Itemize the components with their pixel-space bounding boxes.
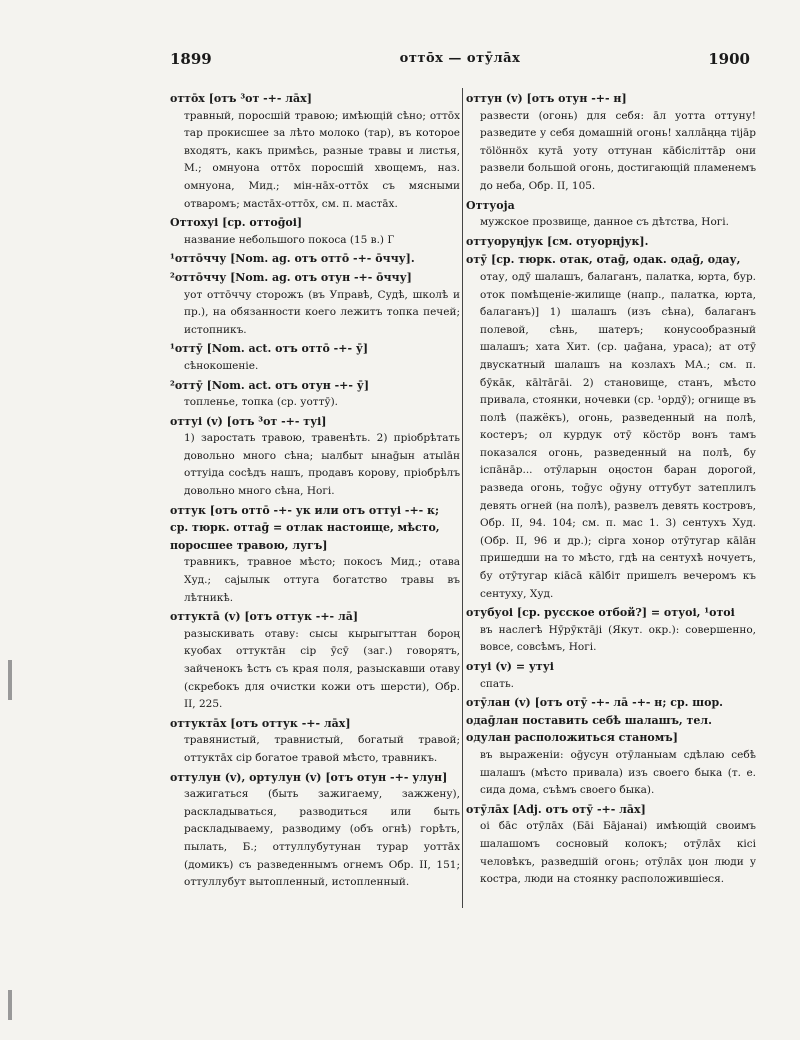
definition: оі бāс отӯлāх (Бāі Бājанаі) имѣющій своимъ шалашомъ сосновый колокъ; отӯлāх кісі человѣкъ, разведшій огонь; отӯлāх џон люди у костра, люди на стоянку расположившіеся. <box>480 820 756 886</box>
definition: топленье, топка (ср. уоттӯ). <box>184 396 339 409</box>
dictionary-entry <box>170 250 460 268</box>
headword: ¹оттӯ [Nom. act. отъ оттō -+- ӯ] <box>170 342 369 356</box>
dictionary-entry <box>466 90 756 196</box>
dictionary-entry <box>466 251 756 603</box>
headword: оттуі (v) [отъ ³от -+- туі] <box>170 414 327 428</box>
definition: мужское прозвище, данное съ дѣтства, Ногі. <box>480 216 729 229</box>
definition: сѣнокошеніе. <box>184 359 259 372</box>
headword: оттуктāх [отъ оттук -+- лāх] <box>170 716 351 730</box>
definition: въ выраженіи: оḡусун отӯланыам сдѣлаю себѣ шалашъ (мѣсто привала) изъ своего быка (т. е. сида дома, съѣмъ своего быка). <box>480 748 756 797</box>
definition: отау, одӯ шалашъ, балаганъ, палатка, юрта, бур. оток помѣщеніе-жилище (напр., палатка, юрта, балаганъ)] 1) шалашъ (изъ сѣна), балаганъ полевой, сѣнь, шатеръ; конусообразный шалашъ; хата Хит. (ср. џаḡана, ураса); ат отӯ двускатный шалашъ на козлахъ МА.; см. п. бӯкāк, кālтāгāі. 2) становище, станъ, мѣсто привала, стоянки, ночевки (ср. ¹ордӯ); огнище въ полѣ (пажёкъ), огонь, разведенный на полѣ, костеръ; ол курдук отӯ кöстöр вонъ тамъ показался огонь, разведенный на полѣ, бу іспāнāр... отӯларын оңостон баран дорогой, разведа огонь, тоḡус оḡуну оттубут затеплилъ девять огней (на полѣ), развелъ девять костровъ, Обр. II, 94. 104; см. п. мас 1. 3) сентухъ Худ. (Обр. II, 96 и др.); сірга хонор отӯтугар кālāн пришедши на то мѣсто, гдѣ на сентухѣ ночуетъ, бу отӯтугар кіāсā кālбіт пришелъ вечеромъ къ сентуху, Худ. <box>480 270 756 600</box>
dictionary-entry <box>466 694 756 800</box>
headword: Оттуоjа <box>466 198 515 212</box>
headword: отубуоі [ср. русское отбой?] = отуоі, ¹отоі <box>466 606 735 620</box>
headword: отӯлан (v) [отъ отӯ -+- лā -+- н; ср. шор. одаḡлан поставить себѣ шалашъ, тел. одулан расположиться станомъ] <box>466 696 723 745</box>
dictionary-entry <box>170 413 460 501</box>
definition: развести (огонь) для себя: āл уотта оттуну! разведите у себя домашній огонь! халлāңңа тіjāр тölöннöх кутā уоту оттунан кāбісліттāр они развели большой огонь, достигающій пламенемъ до неба, Обр. II, 105. <box>480 109 756 192</box>
dictionary-entry <box>170 715 460 768</box>
left-column <box>170 90 460 893</box>
dictionary-entry <box>170 340 460 375</box>
dictionary-entry <box>170 377 460 412</box>
definition: разыскивать отаву: сысы кырыгыттан бороң куобах оттуктāн сір ӯсӯ (заг.) говорятъ, зайченокъ ѣстъ съ края поля, разыскавши отаву (скребокъ для очистки кожи отъ шерсти), Обр. II, 225. <box>184 627 460 711</box>
headword: оттуктā (v) [отъ оттук -+- лā] <box>170 610 359 624</box>
definition: травянистый, травнистый, богатый травой; оттуктāх сір богатое травой мѣсто, травникъ. <box>184 734 460 764</box>
definition: въ наслегѣ Нӯрӯктājі (Якут. окр.): совершенно, вовсе, совсѣмъ, Ногі. <box>480 623 756 654</box>
definition: 1) заростать травою, травенѣть. 2) пріобрѣтать довольно много сѣна; ыалбыт ынаḡын атыlāн оттуіда сосѣдъ нашъ, продавъ корову, пріобрѣлъ довольно много сѣна, Ногі. <box>184 432 460 498</box>
headword: оттун (v) [отъ отун -+- н] <box>466 92 627 105</box>
dictionary-entry <box>170 769 460 892</box>
headword: оттук [отъ оттō -+- ук или отъ оттуі -+- к; ср. тюрк. оттаḡ = отлак настоище, мѣсто, поросшее травою, лугъ] <box>170 503 440 552</box>
page-number-left: 1899 <box>170 50 212 68</box>
headword: отӯлāх [Adj. отъ отӯ -+- лāх] <box>466 802 646 816</box>
right-column <box>466 90 756 890</box>
definition: спать. <box>480 677 515 690</box>
dictionary-entry <box>466 604 756 657</box>
definition: травникъ, травное мѣсто; покосъ Мид.; отава Худ.; саjылык оттуга богатство травы въ лѣтникѣ. <box>184 556 460 604</box>
running-title: оттōх — отӯлāх <box>399 51 521 66</box>
dictionary-entry <box>170 269 460 339</box>
definition: травный, поросшій травою; имѣющій сѣно; оттōх тар прокисшее за лѣто молоко (тар), въ которое входятъ, какъ примѣсь, разные травы и листья, М.; омнуона оттōх поросшій хвощемъ, наз. омнуона, Мид.; мін-нāх-оттōх съ мясными отваромъ; мастāх-оттōх, см. п. мастāх. <box>184 109 460 210</box>
dictionary-entry <box>170 90 460 213</box>
headword: Оттохуі [ср. оттоḡоі] <box>170 216 303 230</box>
dictionary-entry <box>466 658 756 693</box>
page-header <box>170 50 750 72</box>
headword: ¹оттōччу [Nom. ag. отъ оттō -+- ōччу]. <box>170 252 415 266</box>
scan-edge-mark <box>8 660 12 700</box>
dictionary-entry <box>170 214 460 249</box>
scan-edge-mark <box>8 990 12 1020</box>
page-number-right: 1900 <box>708 50 750 68</box>
headword: ²оттӯ [Nom. act. отъ отун -+- ӯ] <box>170 378 370 392</box>
definition: название небольшого покоса (15 в.) Г <box>184 233 395 246</box>
headword: оттуоруңjук [см. отуорңjук]. <box>466 234 649 248</box>
dictionary-entry <box>466 233 756 251</box>
dictionary-entry <box>170 502 460 608</box>
headword: ²оттōччу [Nom. ag. отъ отун -+- ōччу] <box>170 270 412 284</box>
headword: отӯ [ср. тюрк. отак, отаḡ, одак. одаḡ, одау, <box>466 253 741 267</box>
definition: зажигаться (быть зажигаему, зажжену), раскладываться, разводиться или быть раскладываему, разводиму (объ огнѣ) горѣть, пылать, Б.; оттуллубутунан турар уоттāх (домикъ) съ разведеннымъ огнемъ Обр. II, 151; оттуллубут вытопленный, истопленный. <box>184 788 460 889</box>
dictionary-entry <box>170 608 460 714</box>
column-divider <box>462 88 463 908</box>
definition: уот оттōччу сторожъ (въ Управѣ, Судѣ, школѣ и пр.), на обязанности коего лежитъ топка печей; истопникъ. <box>184 288 460 336</box>
dictionary-entry <box>466 197 756 232</box>
headword: оттулун (v), ортулун (v) [отъ отун -+- улун] <box>170 770 448 784</box>
dictionary-entry <box>466 801 756 889</box>
headword: оттōх [отъ ³от -+- лāх] <box>170 92 312 105</box>
headword: отуі (v) = утуі <box>466 660 554 673</box>
